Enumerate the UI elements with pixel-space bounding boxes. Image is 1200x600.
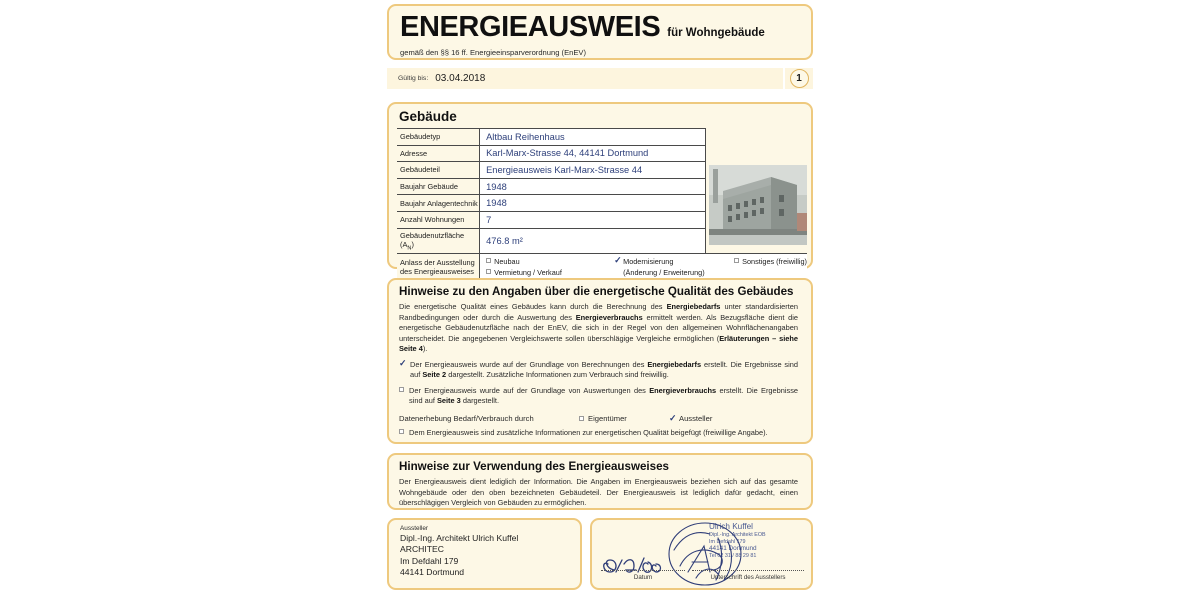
survey-label: Datenerhebung Bedarf/Verbrauch durch [399, 413, 534, 423]
checkbox-empty-icon[interactable] [399, 429, 404, 434]
quality-option-additional-info[interactable] [389, 423, 811, 439]
date-label: Datum [633, 574, 653, 581]
building-photo-image [709, 165, 807, 245]
stamp-line-3: Im Defdahl 179 [709, 538, 746, 545]
issuer-name: Dipl.-Ing. Architekt Ulrich Kuffel [400, 533, 519, 543]
occasion-option-modernisierung-note: (Änderung / Erweiterung) [623, 267, 705, 277]
row-value: Energieausweis Karl-Marx-Strasse 44 [480, 162, 705, 179]
occasion-options [480, 254, 807, 280]
row-label: Adresse [397, 145, 480, 162]
row-value: Altbau Reihenhaus [480, 129, 705, 146]
occasion-option-vermietung[interactable]: Vermietung / Verkauf [486, 268, 614, 277]
legal-reference: gemäß den §§ 16 ff. Energieeinsparverordnung (EnEV) [400, 48, 587, 57]
row-label: Gebäudetyp [397, 129, 480, 146]
stamp-line-5: Tel 02 31 / 88 29 81 [709, 553, 757, 559]
page-number-badge [785, 68, 813, 89]
row-value-area: 476.8 m² [480, 228, 705, 253]
checkmark-icon: ✓ [614, 254, 622, 265]
quality-option-bedarf-text: Der Energieausweis wurde auf der Grundlage von Berechnungen des Energiebedarfs erstellt. Die Ergebnisse sind auf Seite 2 dargestellt. Zusätzliche Informationen zum Verbrauch sind freiwillig. [410, 359, 798, 380]
row-value: 1948 [480, 178, 705, 195]
date-line [601, 570, 685, 571]
checkbox-empty-icon[interactable] [579, 416, 584, 421]
table-row [397, 129, 807, 146]
row-value: 1948 [480, 195, 705, 212]
signature-line [692, 570, 804, 571]
building-photo [709, 165, 807, 245]
energy-certificate-document [385, 0, 815, 600]
stamp-name: Ulrich Kuffel [709, 522, 753, 531]
issuer-box [387, 518, 582, 590]
signature-label: Unterschrift des Ausstellers [710, 574, 786, 581]
survey-option-eigentuemer[interactable]: Eigentümer [579, 414, 669, 423]
quality-notes-section [387, 278, 813, 444]
issuer-street: Im Defdahl 179 [400, 555, 459, 566]
page-number: 1 [790, 69, 809, 88]
validity-label: Gültig bis: [398, 75, 429, 82]
stamp-line-2: Dipl.-Ing. Architekt EOB [709, 532, 766, 538]
stamp-line-4: 44141 Dortmund [709, 545, 757, 553]
validity-bar [387, 68, 783, 89]
checkbox-empty-icon[interactable] [399, 387, 404, 392]
row-value: Karl-Marx-Strasse 44, 44141 Dortmund [480, 145, 705, 162]
issuer-label: Aussteller [400, 525, 429, 532]
quality-option-verbrauch[interactable] [389, 381, 811, 407]
quality-option-bedarf[interactable] [389, 355, 811, 381]
quality-option-verbrauch-text: Der Energieausweis wurde auf der Grundlage von Auswertungen des Energieverbrauchs erstellt. Die Ergebnisse sind auf Seite 3 dargestellt. [409, 385, 799, 406]
checkbox-empty-icon[interactable] [486, 258, 491, 263]
checkmark-icon: ✓ [399, 357, 407, 368]
checkbox-empty-icon[interactable] [486, 269, 491, 274]
validity-date: 03.04.2018 [435, 73, 486, 84]
checkmark-icon: ✓ [669, 412, 677, 423]
issuer-city: 44141 Dortmund [400, 567, 465, 578]
survey-option-aussteller[interactable]: ✓ Aussteller [669, 412, 713, 423]
row-label-area: Gebäudenutzfläche $(A_N)$ [397, 228, 480, 253]
row-value: 7 [480, 211, 705, 228]
usage-notes-paragraph: Der Energieausweis dient lediglich der Information. Die Angaben im Energieausweis beziehen sich auf das gesamte Wohngebäude oder den oben bezeichneten Gebäudeteil. Der Energieausweis ist lediglich dafür gedacht, einen überschlägigen Vergleich von Gebäuden zu ermöglichen. [399, 477, 798, 508]
signature-box [590, 518, 813, 590]
checkbox-empty-icon[interactable] [734, 258, 739, 263]
occasion-option-modernisierung[interactable]: ✓ Modernisierung [614, 254, 674, 266]
quality-notes-paragraph: Die energetische Qualität eines Gebäudes kann durch die Berechnung des Energiebedarfs unter standardisierten Randbedingungen oder durch die Auswertung des Energieverbrauchs ermittelt werden. Als Bezugsfläche dient die energetische Gebäudenutzfläche nach der EnEV, die sich in der Regel von den allgemeinen Wohnflächenangaben unterscheidet. Die angegebenen Vergleichswerte sollen überschlägige Vergleiche ermöglichen (Erläuterungen – siehe Seite 4). [399, 302, 798, 354]
usage-notes-section [387, 453, 813, 510]
building-photo-cell [705, 129, 807, 254]
survey-row [389, 407, 811, 423]
usage-notes-title: Hinweise zur Verwendung des Energieausweises [399, 460, 669, 473]
issuer-company: ARCHITEC [400, 544, 444, 555]
row-label-occasion: Anlass der Ausstellung des Energieausweises [397, 254, 480, 280]
row-label: Baujahr Gebäude [397, 178, 480, 195]
quality-option-additional-info-text: Dem Energieausweis sind zusätzliche Informationen zur energetischen Qualität beigefügt (freiwillige Angabe). [409, 427, 768, 437]
building-table [397, 128, 807, 280]
quality-notes-title: Hinweise zu den Angaben über die energetische Qualität des Gebäudes [399, 285, 794, 298]
building-section [387, 102, 813, 277]
document-header [387, 4, 813, 60]
occasion-option-sonstiges[interactable]: Sonstiges (freiwillig) [734, 257, 807, 266]
occasion-option-neubau[interactable]: Neubau [486, 257, 614, 266]
page-title: ENERGIEAUSWEIS [400, 11, 661, 43]
row-label: Gebäudeteil [397, 162, 480, 179]
signature-ink [592, 520, 815, 592]
table-row-occasion [397, 254, 807, 280]
page-subtitle: für Wohngebäude [667, 27, 765, 39]
building-section-title: Gebäude [399, 109, 457, 124]
row-label: Anzahl Wohnungen [397, 211, 480, 228]
row-label: Baujahr Anlagentechnik [397, 195, 480, 212]
